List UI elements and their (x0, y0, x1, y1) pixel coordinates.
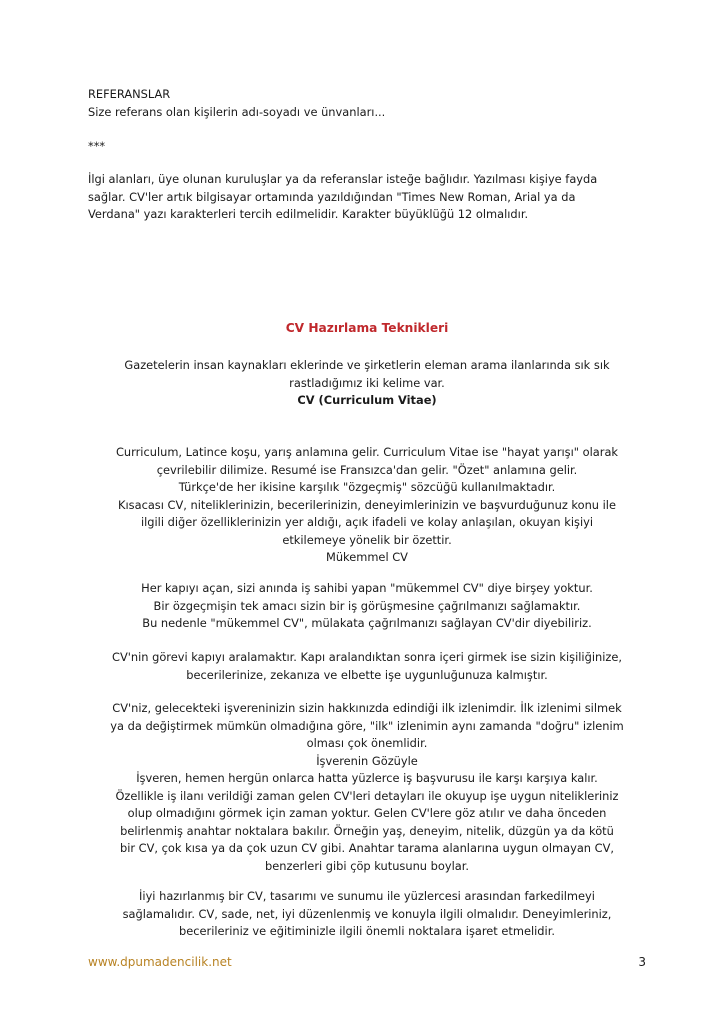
perfect-cv-line: Bir özgeçmişin tek amacı sizin bir iş görüşmesine çağrılmanızı sağlamaktır. (153, 598, 581, 613)
info-line: İlgi alanları, üye olunan kuruluşlar ya da referanslar isteğe bağlıdır. Yazılması kişiye fayda (88, 172, 598, 186)
definition-line: Curriculum, Latince koşu, yarış anlamına gelir. Curriculum Vitae ise "hayat yarışı" olarak (115, 445, 619, 459)
perfect-cv-heading: Mükemmel CV (326, 550, 408, 564)
employer-view-heading: İşverenin Gözüyle (316, 753, 418, 768)
employer-line: CV'niz, gelecekteki işvereninizin sizin hakkınızda edindiği ilk izlenimdir. İlk izlenimi silmek (112, 701, 622, 715)
perfect-cv-line: Bu nedenle "mükemmel CV", mülakata çağrılmanızı sağlayan CV'dir diyebiliriz. (142, 616, 592, 630)
info-paragraph (88, 171, 648, 224)
definition-line: etkilemeye yönelik bir özettir. (282, 532, 452, 547)
intro-bold-line: CV (Curriculum Vitae) (297, 393, 437, 407)
info-line: Verdana" yazı karakterleri tercih edilmelidir. Karakter büyüklüğü 12 olmalıdır. (88, 207, 529, 221)
task-line: becerilerinize, zekanıza ve elbette işe uygunluğunuza kalmıştır. (186, 667, 548, 682)
definition-line: Türkçe'de her ikisine karşılık "özgeçmiş" sözcüğü kullanılmaktadır. (178, 480, 556, 494)
separator: *** (88, 139, 106, 153)
definition-line: ilgili diğer özelliklerinizin yer aldığı, açık ifadeli ve kolay anlaşılan, okuyan kişiyi (140, 515, 594, 529)
intro-line: rastladığımız iki kelime var. (289, 375, 445, 390)
section-title: CV Hazırlama Teknikleri (285, 321, 449, 335)
page-number: 3 (638, 955, 646, 969)
perfect-cv-paragraph (84, 580, 650, 633)
well-prepared-line: sağlamalıdır. CV, sade, net, iyi düzenlenmiş ve konuyla ilgili olmalıdır. Deneyimleriniz, (122, 906, 612, 921)
intro-line: Gazetelerin insan kaynakları eklerinde ve şirketlerin eleman arama ilanlarında sık sık (124, 358, 610, 372)
perfect-cv-line: Her kapıyı açan, sizi anında iş sahibi yapan "mükemmel CV" diye birşey yoktur. (141, 581, 593, 595)
employer-line: olup olmadığını görmek için zaman yoktur. Gelen CV'lere göz atılır ve daha önceden (127, 806, 607, 820)
employer-line: benzerleri gibi çöp kutusunu boylar. (265, 858, 469, 873)
definition-line: Kısacası CV, niteliklerinizin, becerilerinizin, deneyimlerinizin ve başvurduğunuz konu ile (118, 497, 616, 512)
footer-website-link[interactable]: www.dpumadencilik.net (88, 955, 232, 969)
intro-paragraph (84, 357, 650, 410)
referanslar-text: Size referans olan kişilerin adı-soyadı ve ünvanları... (88, 104, 386, 119)
definition-paragraph (84, 444, 650, 567)
well-prepared-paragraph (84, 888, 650, 941)
employer-line: ya da değiştirmek mümkün olmadığına göre, "ilk" izlenimin aynı zamanda "doğru" izlenim (110, 718, 624, 733)
employer-line: İşveren, hemen hergün onlarca hatta yüzlerce iş başvurusu ile karşı karşıya kalır. (136, 771, 598, 785)
well-prepared-line: İiyi hazırlanmış bir CV, tasarımı ve sunumu ile yüzlercesi arasından farkedilmeyi (139, 889, 595, 903)
employer-line: Özellikle iş ilanı verildiği zaman gelen CV'leri detayları ile okuyup işe uygun nitelikleriniz (115, 788, 619, 803)
referanslar-heading: REFERANSLAR (88, 87, 171, 101)
task-paragraph (84, 649, 650, 684)
employer-line: olması çok önemlidir. (306, 736, 428, 750)
definition-line: çevrilebilir dilimize. Resumé ise Fransızca'dan gelir. "Özet" anlamına gelir. (156, 462, 578, 477)
info-line: sağlar. CV'ler artık bilgisayar ortamında yazıldığından "Times New Roman, Arial ya da (88, 189, 576, 204)
task-line: CV'nin görevi kapıyı aralamaktır. Kapı aralandıktan sonra içeri girmek ise sizin kişiliğinize, (112, 650, 622, 664)
employer-paragraph (84, 700, 650, 875)
referanslar-section (88, 86, 648, 121)
well-prepared-line: becerileriniz ve eğitiminizle ilgili önemli noktalara işaret etmelidir. (179, 924, 555, 938)
employer-line: bir CV, çok kısa ya da çok uzun CV gibi. Anahtar tarama alanlarına uygun olmayan CV, (119, 841, 615, 855)
employer-line: belirlenmiş anahtar noktalara bakılır. Örneğin yaş, deneyim, nitelik, düzgün ya da kötü (120, 823, 614, 838)
